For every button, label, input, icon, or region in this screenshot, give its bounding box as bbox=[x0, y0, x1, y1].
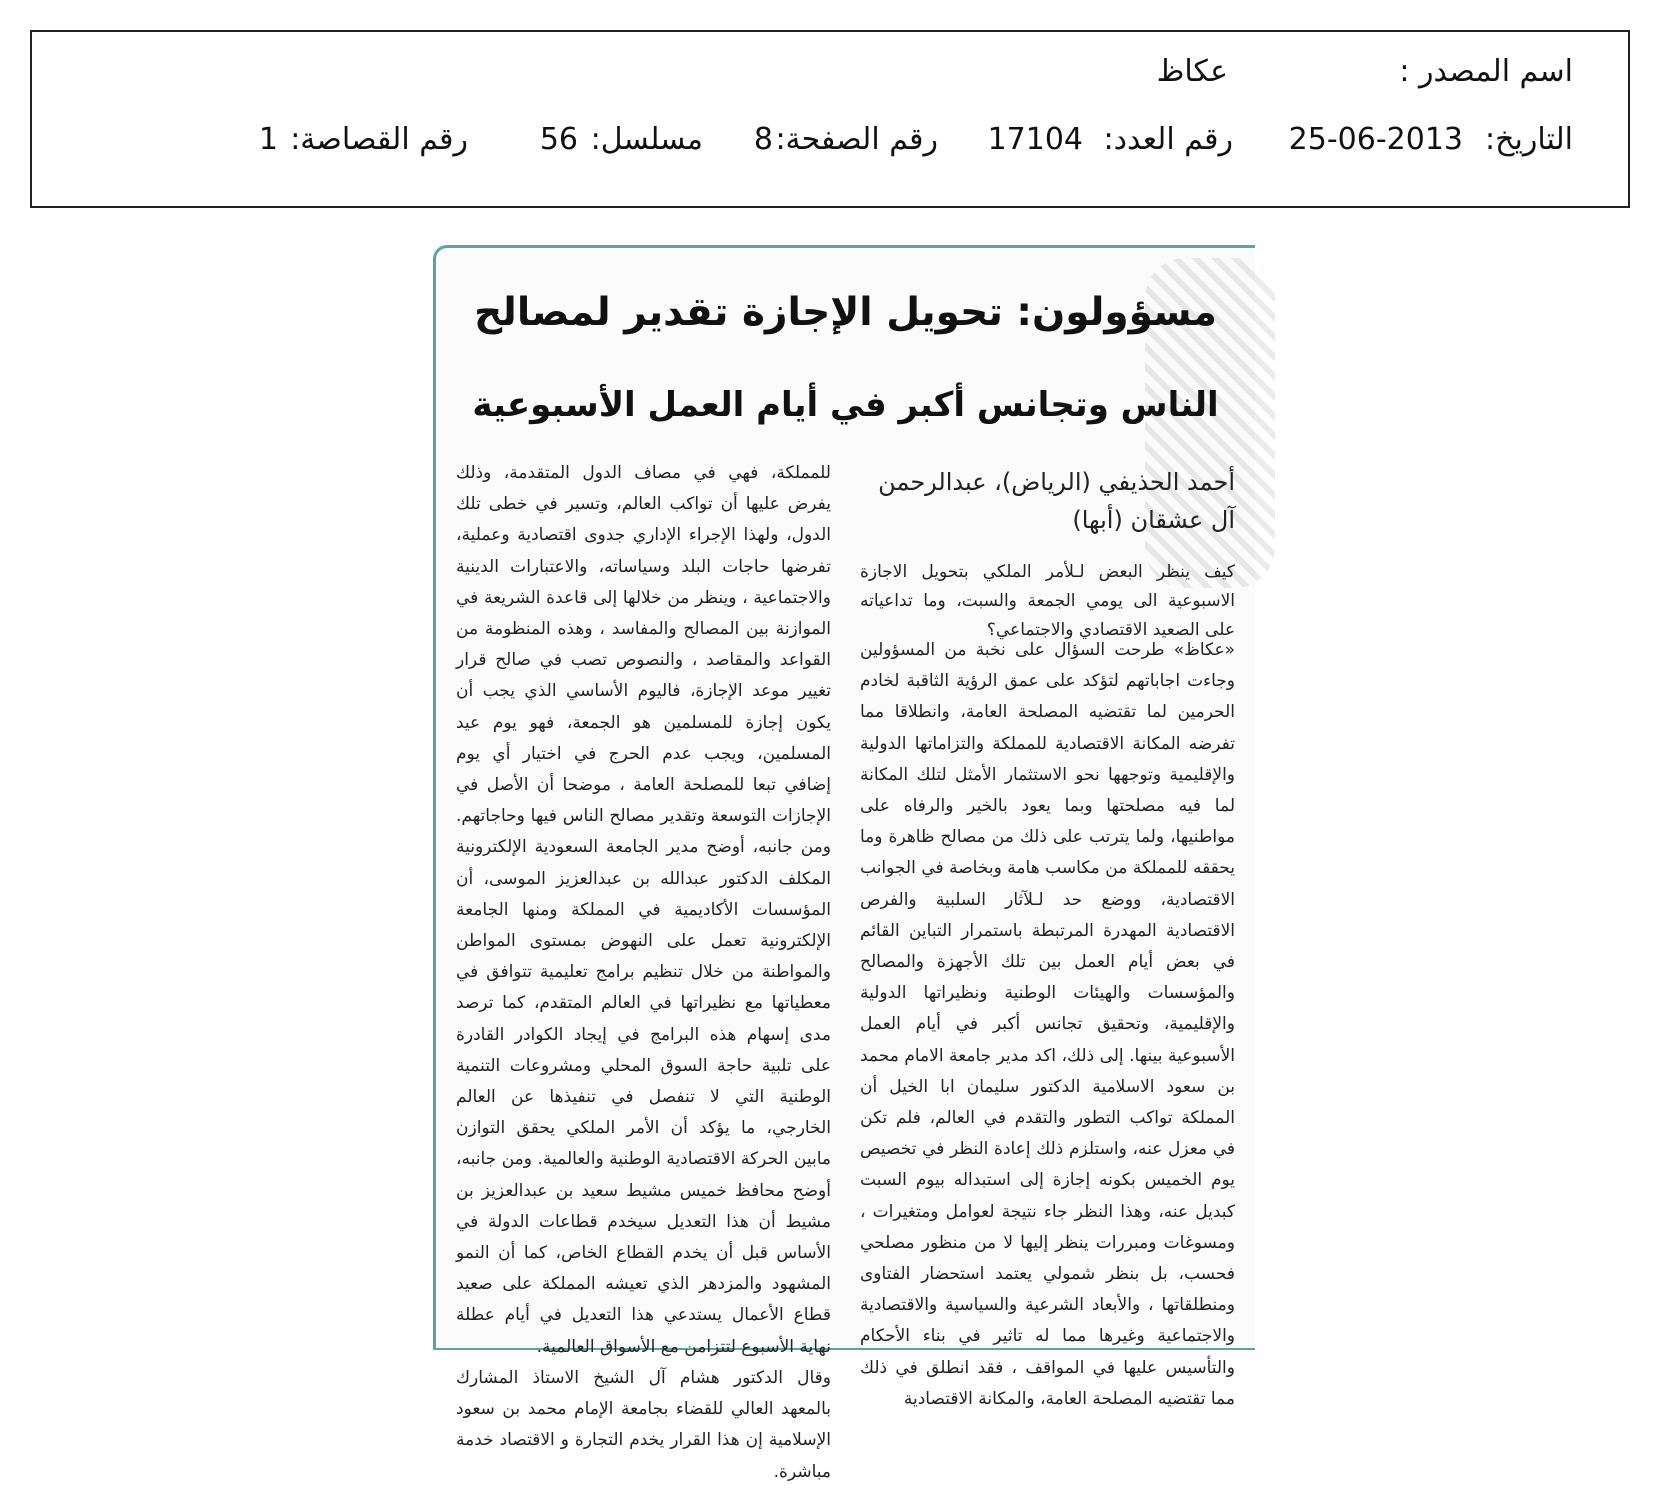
issue-value: 17104 bbox=[987, 122, 1083, 157]
source-label: اسم المصدر : bbox=[1399, 54, 1573, 89]
body-paragraph: للمملكة، فهي في مصاف الدول المتقدمة، وذلك يفرض عليها أن تواكب العالم، وتسير في خطى تلك الدول، ولهذا الإجراء الإداري جدوى اقتصادية وعملية، تفرضها حاجات البلد وسياساته، والاعتبارات الدينية والاجتماعية ، وينظر من خلالها إلى قاعدة الشريعة في الموازنة بين المصالح والمفاسد ، وهذه المنظومة من القواعد والمقاصد ، والنصوص تصب في صالح قرار تغيير موعد الإجازة، فاليوم الأساسي الذي يجب أن يكون إجازة للمسلمين هو الجمعة، فهو يوم عيد المسلمين، ويجب عدم الحرج في اختيار أي يوم إضافي تبعا للمصلحة العامة ، موضحا أن الأصل في الإجازات التوسعة وتقدير مصالح الناس فيها وحاجاتهم. ومن جانبه، أوضح مدير الجامعة السعودية الإلكترونية المكلف الدكتور عبدالله بن عبدالعزيز الموسى، أن المؤسسات الأكاديمية في المملكة ومنها الجامعة الإلكترونية تعمل على النهوض بمستوى المواطن والمواطنة من خلال تنظيم برامج تعليمية تتوافق في معطياتها مع نظيراتها في العالم المتقدم، كما ترصد مدى إسهام هذه البرامج في إيجاد الكوادر القادرة على تلبية حاجة السوق المحلي ومشروعات التنمية الوطنية التي لا تنفصل في تنفيذها عن العالم الخارجي، ما يؤكد أن الأمر الملكي يحقق التوازن مابين الحركة الاقتصادية الوطنية والعالمية. ومن جانبه، أوضح محافظ خميس مشيط سعيد بن عبدالعزيز بن مشيط أن هذا التعديل سيخدم قطاعات الدولة في الأساس قبل أن يخدم القطاع الخاص، كما أن النمو المشهود والمزدهر الذي تعيشه المملكة على صعيد قطاع الأعمال يستدعي هذا التعديل في أيام عطلة نهاية الأسبوع لتتزامن مع الأسواق العالمية. bbox=[456, 463, 831, 1357]
body-paragraph: «عكاظ» طرحت السؤال على نخبة من المسؤولين وجاءت اجاباتهم لتؤكد على عمق الرؤية الثاقبة لخادم الحرمين لما تقتضيه المصلحة العامة، وانطلاقا مما تفرضه المكانة الاقتصادية للمملكة والتزاماتها الدولية والإقليمية وتوجهها نحو الاستثمار الأمثل لتلك المكانة لما فيه مصلحتها وبما يعود بالخير والرفاه على مواطنيها، ولما يترتب على ذلك من مصالح ظاهرة وما يحققه للمملكة من مكاسب هامة وبخاصة في الجوانب الاقتصادية، ووضع حد لـلآثار السلبية والفرص الاقتصادية المهدرة المرتبطة باستمرار التباين القائم في بعض أيام العمل بين تلك الأجهزة والمصالح والمؤسسات والهيئات الوطنية ونظيراتها الدولية والإقليمية، وتحقيق تجانس أكبر في أيام العمل الأسبوعية بينها. إلى ذلك، اكد مدير جامعة الامام محمد بن سعود الاسلامية الدكتور سليمان ابا الخيل أن المملكة تواكب التطور والتقدم في العالم، فلم تكن في معزل عنه، واستلزم ذلك إعادة النظر في تخصيص يوم الخميس بكونه إجازة إلى استبداله بيوم السبت كبديل عنه، وهذا النظر جاء نتيجة لعوامل ومتغيرات ، ومسوغات ومبررات ينظر إليها لا من منظور مصلحي فحسب، بل بنظر شمولي يعتمد استحضار الفتاوى ومنطلقاتها ، والأبعاد الشرعية والسياسية والاقتصادية والاجتماعية وغيرها مما له تاثير في بناء الأحكام والتأسيس عليها في المواقف ، فقد انطلق في ذلك مما تقتضيه المصلحة العامة، والمكانة الاقتصادية bbox=[860, 640, 1235, 1409]
clip-label: رقم القصاصة: bbox=[290, 122, 468, 157]
clip-value: 1 bbox=[258, 122, 278, 157]
clipping-metadata-box bbox=[30, 30, 1630, 208]
issue-label: رقم العدد: bbox=[1103, 122, 1233, 157]
serial-value: 56 bbox=[539, 122, 578, 157]
byline: أحمد الحذيفي (الرياض)، عبدالرحمن آل عشقان (أبها) bbox=[878, 468, 1235, 534]
source-value: عكاظ bbox=[1156, 54, 1228, 89]
lead-paragraph: كيف ينظر البعض لـلأمر الملكي بتحويل الاجازة الاسبوعية الى يومي الجمعة والسبت، وما تداعياته على الصعيد الاقتصادي والاجتماعي؟ bbox=[860, 562, 1235, 640]
serial-label: مسلسل: bbox=[590, 122, 703, 157]
page-label: رقم الصفحة: bbox=[775, 122, 938, 157]
page-value: 8 bbox=[753, 122, 773, 157]
headline-line-2: الناس وتجانس أكبر في أيام العمل الأسبوعية bbox=[472, 385, 1219, 425]
body-paragraph: وقال الدكتور هشام آل الشيخ الاستاذ المشارك بالمعهد العالي للقضاء بجامعة الإمام محمد بن سعود الإسلامية إن هذا القرار يخدم التجارة و الاقتصاد خدمة مباشرة. bbox=[456, 1367, 831, 1482]
article-column-left bbox=[456, 458, 831, 1488]
headline-line-1: مسؤولون: تحويل الإجازة تقدير لمصالح bbox=[474, 290, 1217, 335]
date-value: 25-06-2013 bbox=[1288, 122, 1463, 157]
date-label: التاريخ: bbox=[1485, 122, 1573, 157]
newspaper-clipping bbox=[433, 245, 1255, 1482]
article-column-right bbox=[860, 635, 1235, 1415]
